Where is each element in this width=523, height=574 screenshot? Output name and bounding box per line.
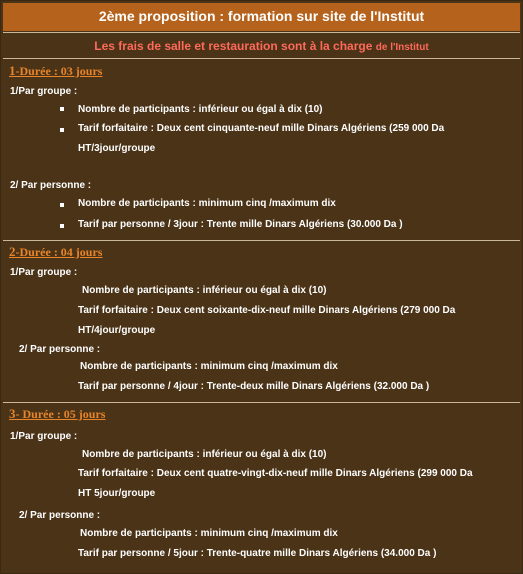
notice-small-text: de l'Institut bbox=[375, 42, 429, 53]
notice-main-text: Les frais de salle et restauration sont à la charge bbox=[94, 39, 373, 53]
section-2-group-label: 1/Par groupe : bbox=[10, 267, 78, 278]
page-title: 2ème proposition : formation sur site de l'Institut bbox=[3, 3, 520, 31]
section-duration: -Durée : 03 jours bbox=[15, 64, 103, 78]
divider bbox=[3, 402, 520, 403]
section-number: 1 bbox=[9, 63, 16, 78]
section-3-person-tarif: Tarif par personne / 5jour : Trente-quatre mille Dinars Algériens (34.000 Da ) bbox=[78, 548, 437, 559]
section-1-person-label: 2/ Par personne : bbox=[10, 180, 92, 191]
section-3-group-tarif-cont: HT 5jour/groupe bbox=[78, 488, 156, 499]
bullet-icon bbox=[60, 224, 64, 228]
section-2-group-tarif: Tarif forfaitaire : Deux cent soixante-dix-neuf mille Dinars Algériens (279 000 Da bbox=[78, 305, 456, 316]
section-3-group-tarif: Tarif forfaitaire : Deux cent quatre-vingt-dix-neuf mille Dinars Algériens (299 000 Da bbox=[78, 468, 473, 479]
bullet-icon bbox=[60, 128, 64, 132]
section-1-person-tarif: Tarif par personne / 3jour : Trente mille Dinars Algériens (30.000 Da ) bbox=[78, 219, 403, 230]
section-1-person-participants: Nombre de participants : minimum cinq /maximum dix bbox=[78, 198, 336, 209]
section-2-group-participants: Nombre de participants : inférieur ou égal à dix (10) bbox=[82, 285, 327, 296]
section-1-group-label: 1/Par groupe : bbox=[10, 86, 78, 97]
section-2-person-participants: Nombre de participants : minimum cinq /maximum dix bbox=[80, 361, 338, 372]
section-3-title bbox=[9, 406, 105, 422]
divider bbox=[3, 32, 520, 33]
section-3-person-label: 2/ Par personne : bbox=[19, 510, 101, 521]
section-duration: -Durée : 04 jours bbox=[15, 245, 103, 259]
cost-notice bbox=[3, 35, 520, 57]
section-1-group-tarif: Tarif forfaitaire : Deux cent cinquante-neuf mille Dinars Algériens (259 000 Da bbox=[78, 123, 445, 134]
section-3-group-label: 1/Par groupe : bbox=[10, 431, 78, 442]
divider bbox=[3, 240, 520, 241]
bullet-icon bbox=[60, 107, 64, 111]
section-2-title bbox=[9, 244, 102, 260]
divider bbox=[3, 58, 520, 59]
section-2-group-tarif-cont: HT/4jour/groupe bbox=[78, 325, 156, 336]
section-1-group-participants: Nombre de participants : inférieur ou égal à dix (10) bbox=[78, 104, 323, 115]
section-1-group-tarif-cont: HT/3jour/groupe bbox=[78, 143, 156, 154]
section-3-group-participants: Nombre de participants : inférieur ou égal à dix (10) bbox=[82, 449, 327, 460]
section-2-person-tarif: Tarif par personne / 4jour : Trente-deux mille Dinars Algériens (32.000 Da ) bbox=[78, 381, 430, 392]
section-2-person-label: 2/ Par personne : bbox=[19, 344, 101, 355]
bullet-icon bbox=[60, 203, 64, 207]
section-1-title bbox=[9, 63, 102, 79]
section-duration: - Durée : 05 jours bbox=[15, 407, 106, 421]
section-number: 3 bbox=[9, 406, 16, 421]
section-3-person-participants: Nombre de participants : minimum cinq /maximum dix bbox=[80, 528, 338, 539]
section-number: 2 bbox=[9, 244, 16, 259]
